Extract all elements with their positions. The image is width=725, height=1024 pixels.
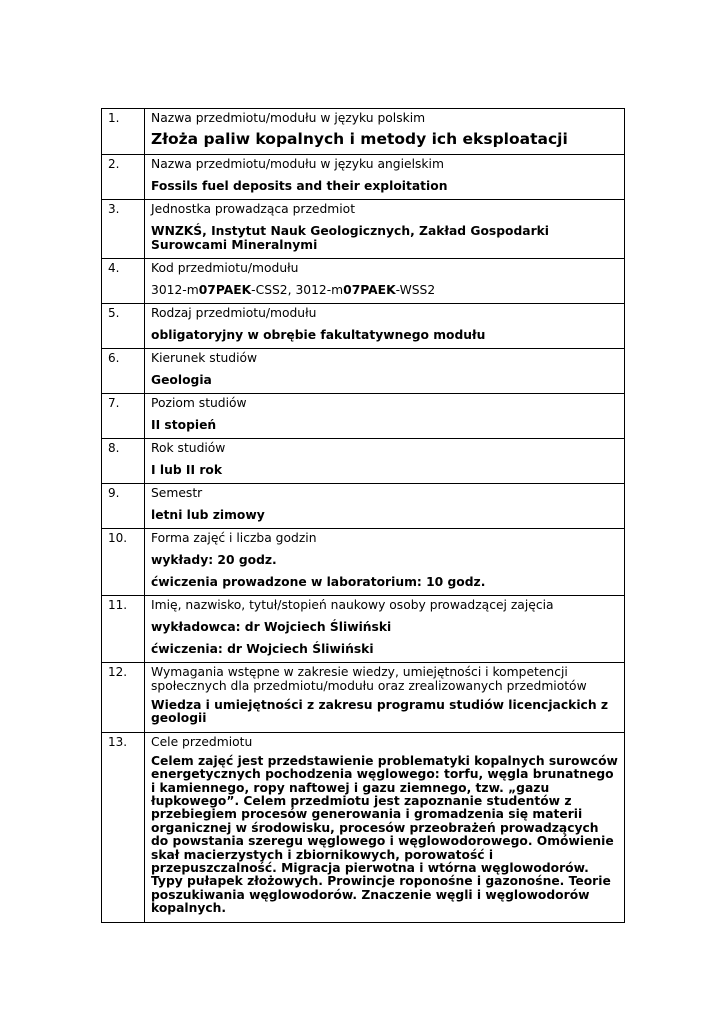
table-row bbox=[102, 484, 625, 529]
course-code-b-prefix: 3012-m bbox=[295, 283, 344, 297]
field-label: Rodzaj przedmiotu/modułu bbox=[151, 306, 317, 320]
table-row bbox=[102, 529, 625, 596]
table-row bbox=[102, 439, 625, 484]
course-objectives: Celem zajęć jest przedstawienie problematyki kopalnych surowców energetycznych pochodzenia węglowego: torfu, węgla brunatnego i kamiennego, ropy naftowej i gazu ziemnego, tzw. „gazu łupkowego”. Celem przedmiotu jest zapoznanie studentów z przebiegiem procesów generowania i gromadzenia się materii organicznej w środowisku, procesów przeobrażeń prowadzących do powstania szeregu węglowego i węglowodorowego. Omówienie skał macierzystych i zbiornikowych, porowatość i przepuszczalność. Migracja pierwotna i wtórna węglowodorów. Typy pułapek złożowych. Prowincje roponośne i gazonośne. Teorie poszukiwania węglowodorów. Znaczenie węgli i węglowodorów kopalnych. bbox=[151, 753, 618, 916]
row-number: 4. bbox=[102, 259, 145, 304]
course-code-a-prefix: 3012-m bbox=[151, 283, 199, 297]
row-content bbox=[145, 439, 625, 484]
row-content bbox=[145, 200, 625, 259]
table-row bbox=[102, 394, 625, 439]
field-label: Imię, nazwisko, tytuł/stopień naukowy osoby prowadzącej zajęcia bbox=[151, 598, 554, 612]
course-code-b-suffix: -WSS2 bbox=[395, 283, 436, 297]
row-content bbox=[145, 529, 625, 596]
table-row bbox=[102, 349, 625, 394]
field-label: Semestr bbox=[151, 486, 203, 500]
study-level: II stopień bbox=[151, 418, 217, 432]
course-code-a-bold: 07PAEK bbox=[198, 283, 252, 297]
row-content bbox=[145, 304, 625, 349]
row-content bbox=[145, 259, 625, 304]
module-description-table bbox=[101, 108, 625, 923]
row-number: 10. bbox=[102, 529, 145, 596]
semester: letni lub zimowy bbox=[151, 508, 265, 522]
lab-instructor: ćwiczenia: dr Wojciech Śliwiński bbox=[151, 642, 374, 656]
table-row bbox=[102, 304, 625, 349]
field-label: Jednostka prowadząca przedmiot bbox=[151, 202, 356, 216]
course-code bbox=[151, 283, 618, 297]
row-content bbox=[145, 732, 625, 922]
lecture-hours: wykłady: 20 godz. bbox=[151, 553, 277, 567]
row-content bbox=[145, 663, 625, 733]
row-content bbox=[145, 394, 625, 439]
course-code-b-bold: 07PAEK bbox=[343, 283, 396, 297]
lecturer: wykładowca: dr Wojciech Śliwiński bbox=[151, 620, 392, 634]
lab-hours: ćwiczenia prowadzone w laboratorium: 10 godz. bbox=[151, 575, 486, 589]
row-number: 12. bbox=[102, 663, 145, 733]
field-label: Nazwa przedmiotu/modułu w języku angielskim bbox=[151, 157, 444, 171]
course-code-a-suffix: -CSS2, bbox=[251, 283, 296, 297]
row-number: 11. bbox=[102, 596, 145, 663]
field-label: Nazwa przedmiotu/modułu w języku polskim bbox=[151, 111, 426, 125]
row-number: 9. bbox=[102, 484, 145, 529]
row-number: 8. bbox=[102, 439, 145, 484]
table-row bbox=[102, 732, 625, 922]
field-label: Poziom studiów bbox=[151, 396, 247, 410]
table-row bbox=[102, 200, 625, 259]
table-row bbox=[102, 663, 625, 733]
row-number: 13. bbox=[102, 732, 145, 922]
row-content bbox=[145, 155, 625, 200]
row-number: 7. bbox=[102, 394, 145, 439]
row-number: 5. bbox=[102, 304, 145, 349]
table-row bbox=[102, 596, 625, 663]
field-label: Rok studiów bbox=[151, 441, 226, 455]
course-name-english: Fossils fuel deposits and their exploitation bbox=[151, 179, 448, 193]
row-number: 6. bbox=[102, 349, 145, 394]
row-number: 3. bbox=[102, 200, 145, 259]
field-label: Forma zajęć i liczba godzin bbox=[151, 531, 317, 545]
row-content bbox=[145, 349, 625, 394]
row-content bbox=[145, 484, 625, 529]
year-of-study: I lub II rok bbox=[151, 463, 223, 477]
course-name-polish: Złoża paliw kopalnych i metody ich eksploatacji bbox=[151, 130, 568, 148]
row-content bbox=[145, 109, 625, 155]
table-row bbox=[102, 155, 625, 200]
field-label: Kierunek studiów bbox=[151, 351, 258, 365]
row-number: 2. bbox=[102, 155, 145, 200]
teaching-unit: WNZKŚ, Instytut Nauk Geologicznych, Zakład Gospodarki Surowcami Mineralnymi bbox=[151, 224, 550, 252]
table-row bbox=[102, 109, 625, 155]
table-row bbox=[102, 259, 625, 304]
field-label: Cele przedmiotu bbox=[151, 734, 253, 749]
field-label: Kod przedmiotu/modułu bbox=[151, 261, 299, 275]
field-label: Wymagania wstępne w zakresie wiedzy, umiejętności i kompetencji społecznych dla przedmiotu/modułu oraz zrealizowanych przedmiotów bbox=[151, 665, 587, 693]
row-number: 1. bbox=[102, 109, 145, 155]
prerequisites: Wiedza i umiejętności z zakresu programu studiów licencjackich z geologii bbox=[151, 698, 609, 726]
course-type: obligatoryjny w obrębie fakultatywnego modułu bbox=[151, 328, 486, 342]
field-of-study: Geologia bbox=[151, 373, 212, 387]
row-content bbox=[145, 596, 625, 663]
